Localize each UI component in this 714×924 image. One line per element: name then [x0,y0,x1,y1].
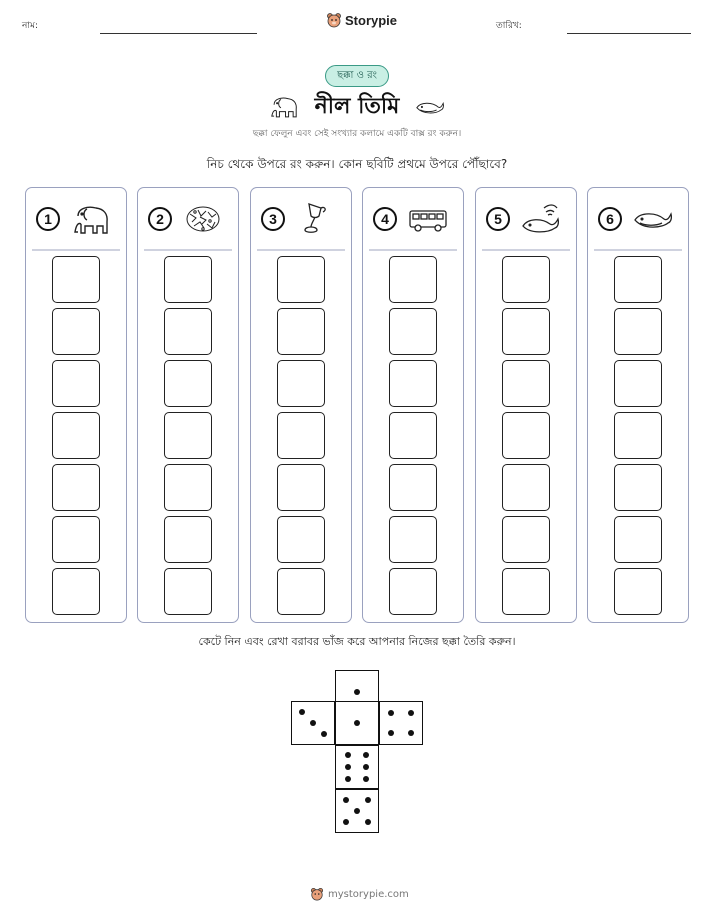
subtitle: ছক্কা ফেলুন এবং সেই সংখ্যার কলামে একটি বাক্স রং করুন। [252,129,462,139]
color-box[interactable] [502,516,550,563]
page-title: নীল তিমি [314,94,400,119]
column-5 [475,187,577,623]
column-number: 3 [261,207,285,231]
color-box[interactable] [277,412,325,459]
color-box[interactable] [389,360,437,407]
instruction: নিচ থেকে উপরে রং করুন। কোন ছবিটি প্রথমে উপরে পৌঁছাবে? [206,157,508,171]
column-1 [25,187,127,623]
activity-badge: ছক্কা ও রং [325,65,389,87]
dice-pip [408,710,414,716]
dice-pip [354,720,360,726]
color-box[interactable] [389,412,437,459]
color-box[interactable] [164,256,212,303]
name-label: নাম: [22,21,39,31]
color-box[interactable] [389,568,437,615]
color-box[interactable] [164,360,212,407]
color-box[interactable] [277,360,325,407]
color-box[interactable] [52,412,100,459]
bear-logo-icon [326,12,342,28]
column-3 [250,187,352,623]
color-box[interactable] [614,516,662,563]
name-line [100,33,257,34]
color-box[interactable] [164,412,212,459]
color-box[interactable] [277,516,325,563]
column-header [373,202,457,236]
date-label: তারিখ: [496,21,522,31]
column-divider [369,249,457,251]
dice-face-1 [335,701,379,745]
dice-pip [408,730,414,736]
color-box[interactable] [614,256,662,303]
color-box[interactable] [52,360,100,407]
color-box[interactable] [502,360,550,407]
color-box[interactable] [389,256,437,303]
footer-url: mystorypie.com [328,888,409,900]
dice-pip [388,710,394,716]
column-6 [587,187,689,623]
brand-logo [326,12,397,28]
column-header [598,202,682,236]
blue-whale-icon [632,202,674,236]
dice-pip [363,752,369,758]
column-2 [137,187,239,623]
dice-face-4 [379,701,423,745]
color-box[interactable] [52,568,100,615]
column-divider [32,249,120,251]
footer [310,887,409,901]
color-box[interactable] [52,516,100,563]
color-box[interactable] [52,256,100,303]
column-4 [362,187,464,623]
column-divider [257,249,345,251]
column-header [261,202,345,236]
column-header [36,202,120,236]
dice-pip [363,764,369,770]
dice-pip [365,797,371,803]
color-box[interactable] [614,308,662,355]
color-box[interactable] [52,308,100,355]
dice-pip [354,808,360,814]
dice-pip [365,819,371,825]
bus-icon [407,202,449,236]
dice-pip [343,797,349,803]
cut-instruction: কেটে নিন এবং রেখা বরাবর ভাঁজ করে আপনার নিজের ছক্কা তৈরি করুন। [198,635,516,648]
color-box[interactable] [164,516,212,563]
color-box[interactable] [164,464,212,511]
column-number: 4 [373,207,397,231]
column-number: 2 [148,207,172,231]
column-divider [482,249,570,251]
color-box[interactable] [502,256,550,303]
dice-pip [345,764,351,770]
color-box[interactable] [277,256,325,303]
dice-pip [388,730,394,736]
dice-pip [345,776,351,782]
singing-whale-icon [520,202,562,236]
column-header [148,202,232,236]
dice-face-5 [335,789,379,833]
brand-name: Storypie [345,12,398,28]
color-box[interactable] [277,308,325,355]
color-box[interactable] [614,412,662,459]
color-box[interactable] [614,464,662,511]
color-box[interactable] [389,464,437,511]
dice-pip [343,819,349,825]
column-number: 5 [486,207,510,231]
column-number: 1 [36,207,60,231]
color-box[interactable] [614,360,662,407]
color-box[interactable] [164,308,212,355]
dice-pip [354,689,360,695]
color-box[interactable] [164,568,212,615]
column-number: 6 [598,207,622,231]
water-jug-icon [295,202,337,236]
dice-face-3 [291,701,335,745]
color-box[interactable] [502,308,550,355]
color-box[interactable] [502,412,550,459]
dice-pip [299,709,305,715]
dice-pip [345,752,351,758]
color-box[interactable] [389,308,437,355]
dice-face-6 [335,745,379,789]
color-box[interactable] [52,464,100,511]
color-box[interactable] [277,568,325,615]
plankton-icon [182,202,224,236]
elephant-icon [268,94,300,120]
dice-pip [321,731,327,737]
column-divider [594,249,682,251]
color-box[interactable] [277,464,325,511]
color-box[interactable] [502,464,550,511]
date-line [567,33,691,34]
color-box[interactable] [502,568,550,615]
color-box[interactable] [389,516,437,563]
column-divider [144,249,232,251]
elephant-icon [70,202,112,236]
bear-logo-icon [310,887,324,901]
dice-pip [363,776,369,782]
dice-pip [310,720,316,726]
color-box[interactable] [614,568,662,615]
column-header [486,202,570,236]
whale-icon [414,96,446,118]
